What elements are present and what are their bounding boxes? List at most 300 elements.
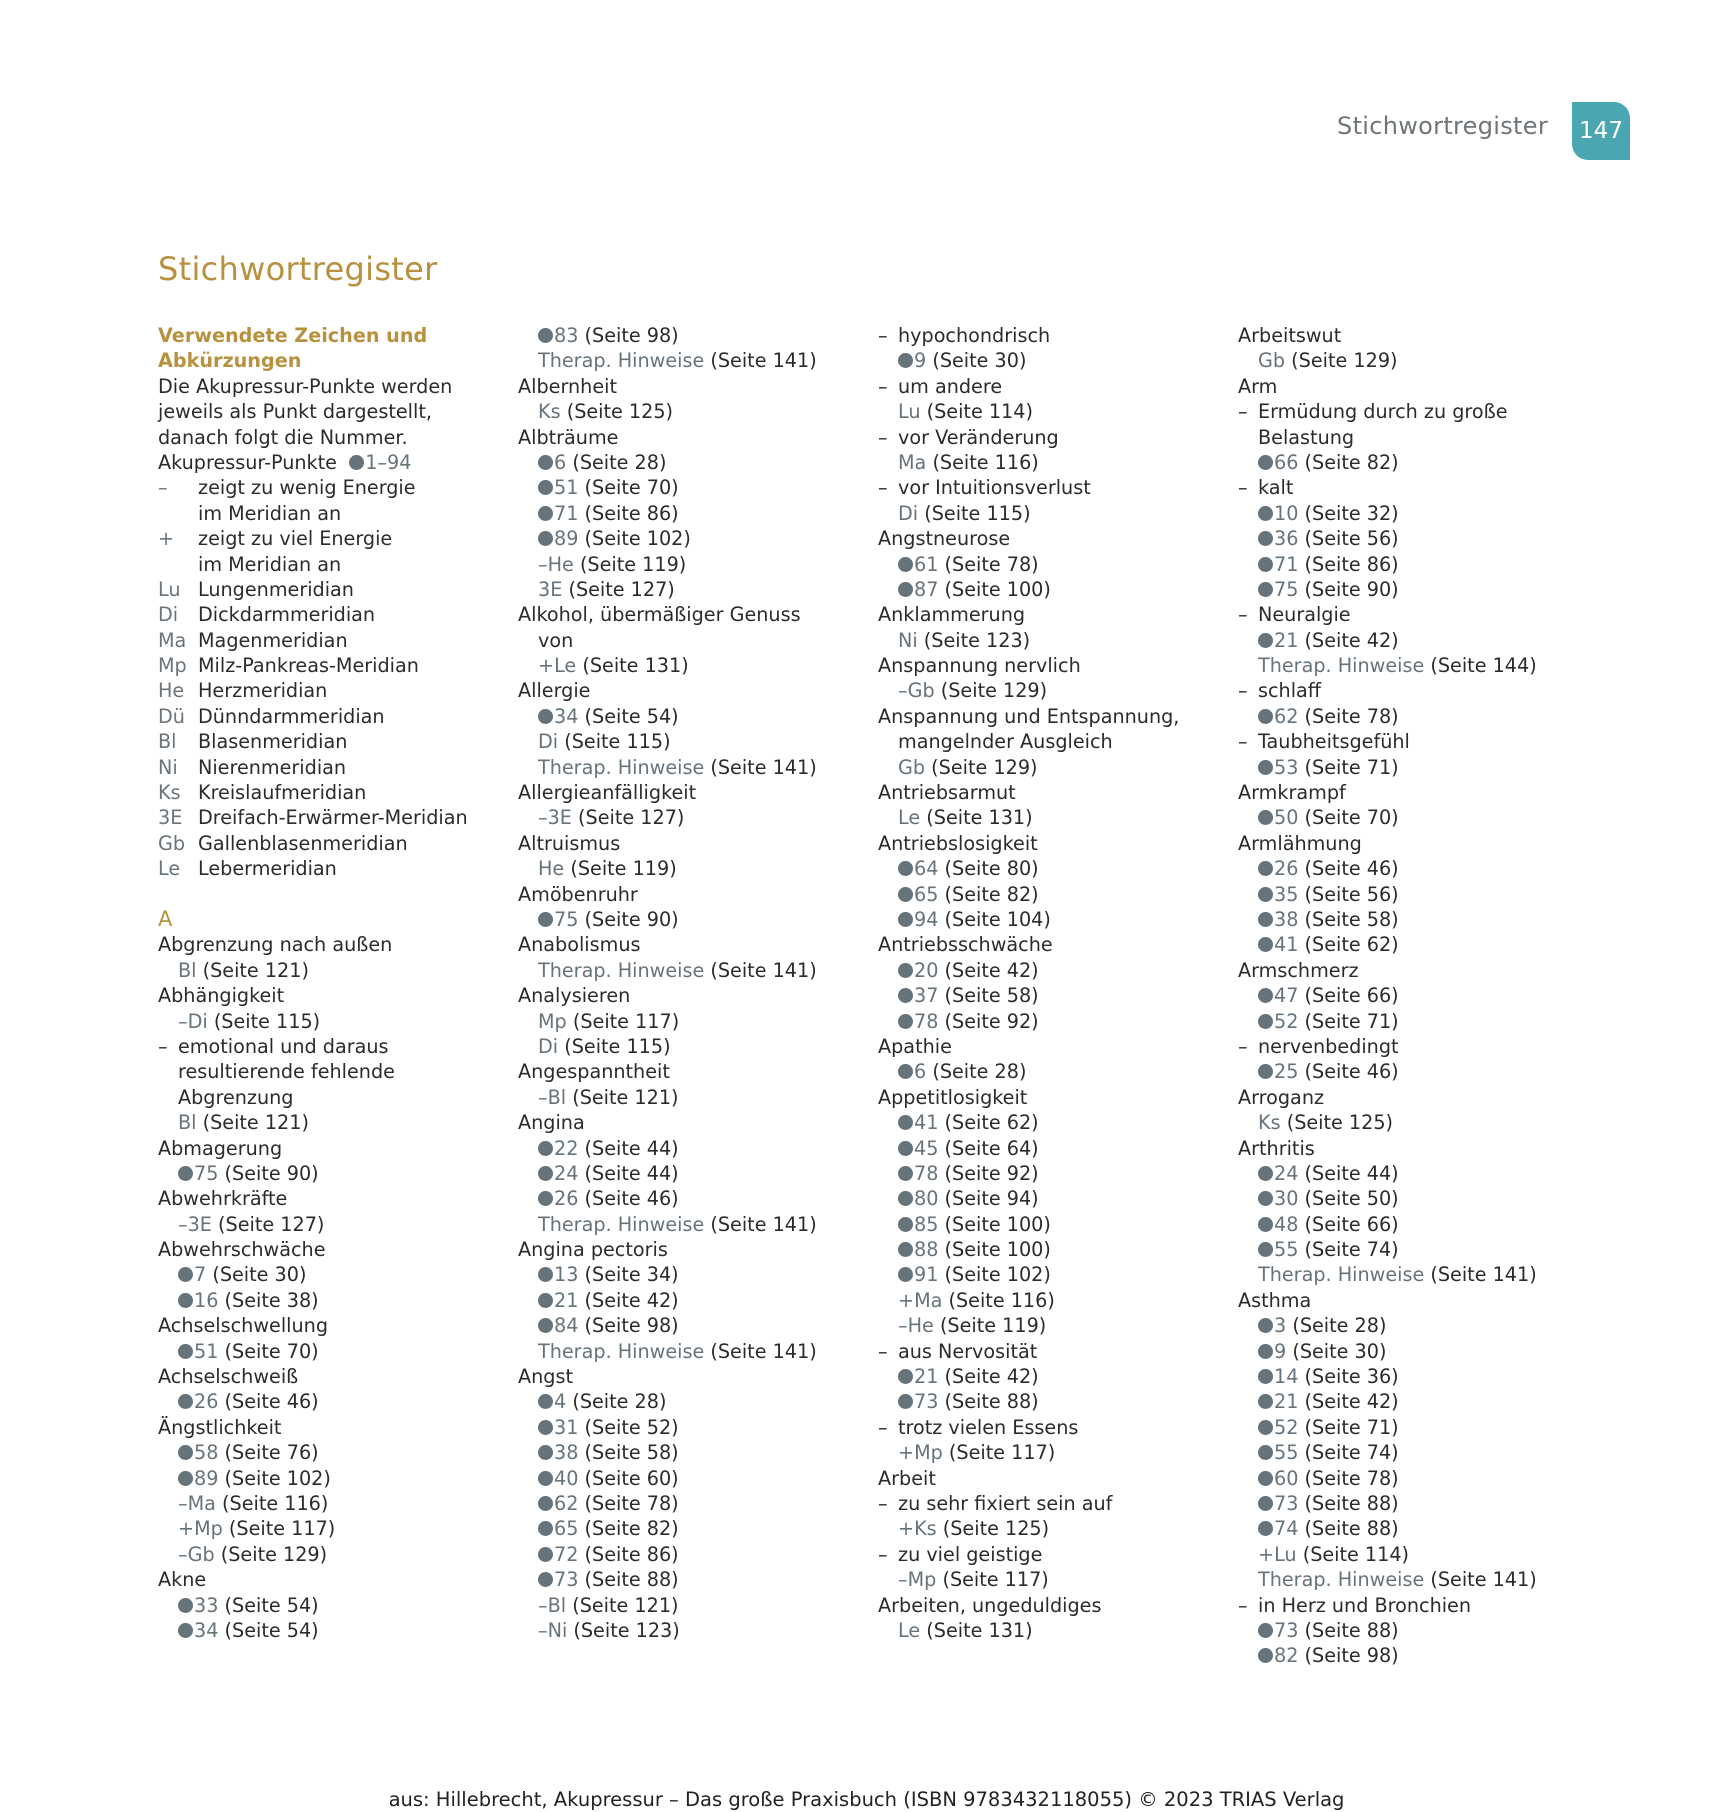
index-point-reference [518, 907, 858, 932]
point-number: 52 [1274, 1415, 1299, 1439]
point-dot-icon [1258, 1318, 1273, 1333]
legend-text: Lebermeridian [198, 857, 337, 881]
page-reference: (Seite 78) [1304, 704, 1399, 728]
subkeyword-text: hypochondrisch [898, 324, 1051, 347]
meridian-abbreviation: –Mp [898, 1568, 937, 1592]
index-point-reference [1238, 1059, 1578, 1084]
page-reference: (Seite 78) [944, 552, 1039, 576]
index-keyword: Achselschweiß [158, 1365, 299, 1389]
point-dot-icon [1258, 1191, 1273, 1206]
point-number: 20 [914, 958, 939, 982]
page-reference: (Seite 28) [572, 1390, 667, 1414]
point-dot-icon [898, 1394, 913, 1409]
index-subkeyword [878, 425, 1218, 450]
points-legend-row [158, 450, 488, 475]
point-dot-icon [898, 582, 913, 597]
page-reference: (Seite 141) [710, 958, 817, 982]
index-meridian-reference [518, 1618, 858, 1643]
index-meridian-reference [1238, 1542, 1578, 1567]
meridian-abbreviation: Therap. Hinweise [538, 755, 705, 779]
page-reference: (Seite 121) [572, 1085, 679, 1109]
point-dot-icon [898, 1064, 913, 1079]
index-keyword: Altruismus [518, 831, 621, 855]
page-reference: (Seite 100) [944, 1238, 1051, 1262]
point-dot-icon [1258, 582, 1273, 597]
index-point-reference [518, 704, 858, 729]
legend-symbol-spacer [158, 552, 198, 577]
index-point-reference [1238, 1364, 1578, 1389]
legend-symbol-spacer [158, 501, 198, 526]
legend-text: Dickdarmmeridian [198, 603, 376, 627]
dash-marker: – [1238, 730, 1248, 754]
index-keyword: Antriebsarmut [878, 781, 1016, 805]
point-number: 9 [1274, 1339, 1287, 1363]
legend-text: im Meridian an [198, 501, 342, 525]
running-header-title: Stichwortregister [1337, 112, 1548, 140]
page-reference: (Seite 71) [1304, 1009, 1399, 1033]
index-point-reference [878, 1389, 1218, 1414]
page-reference: (Seite 121) [572, 1593, 679, 1617]
point-number: 24 [1274, 1161, 1299, 1185]
meridian-abbreviation: –Ma [178, 1491, 216, 1515]
index-point-reference [158, 1440, 488, 1465]
page-reference: (Seite 129) [931, 755, 1038, 779]
point-dot-icon [538, 1166, 553, 1181]
point-dot-icon [178, 1471, 193, 1486]
point-number: 26 [194, 1390, 219, 1414]
page-reference: (Seite 100) [944, 577, 1051, 601]
dash-marker: – [878, 1542, 888, 1566]
point-number: 48 [1274, 1212, 1299, 1236]
point-number: 40 [554, 1466, 579, 1490]
index-point-reference [518, 1466, 858, 1491]
index-point-reference [878, 1009, 1218, 1034]
page-reference: (Seite 127) [218, 1212, 325, 1236]
legend-row [158, 678, 488, 703]
point-dot-icon [1258, 1496, 1273, 1511]
dash-marker: – [878, 1491, 888, 1515]
meridian-abbreviation: +Ks [898, 1517, 937, 1541]
point-dot-icon [1258, 455, 1273, 470]
index-subkeyword [1238, 729, 1578, 754]
legend-symbol: Le [158, 857, 181, 881]
index-point-reference [1238, 501, 1578, 526]
index-keyword: Arbeiten, ungeduldiges [878, 1593, 1102, 1617]
meridian-abbreviation: Ks [538, 400, 561, 424]
page-reference: (Seite 64) [944, 1136, 1039, 1160]
index-keyword: Arbeit [878, 1466, 936, 1490]
point-dot-icon [538, 531, 553, 546]
page-reference: (Seite 98) [584, 1314, 679, 1338]
index-point-reference [878, 882, 1218, 907]
page-reference: (Seite 42) [584, 1288, 679, 1312]
section-letter: A [158, 906, 173, 931]
page-reference: (Seite 46) [1304, 1060, 1399, 1084]
point-dot-icon [538, 1496, 553, 1511]
page-reference: (Seite 88) [1304, 1517, 1399, 1541]
index-keyword: Angst [518, 1365, 573, 1389]
legend-row-continuation [158, 501, 488, 526]
page-reference: (Seite 104) [944, 907, 1051, 931]
point-number: 21 [914, 1365, 939, 1389]
index-meridian-reference [158, 1110, 488, 1135]
point-dot-icon [178, 1445, 193, 1460]
index-point-reference [878, 1059, 1218, 1084]
point-number: 65 [914, 882, 939, 906]
point-number: 6 [914, 1060, 927, 1084]
index-point-reference [1238, 1618, 1578, 1643]
point-dot-icon [178, 1598, 193, 1613]
index-keyword: Akne [158, 1568, 207, 1592]
legend-row [158, 755, 488, 780]
page-reference: (Seite 102) [944, 1263, 1051, 1287]
page-reference: (Seite 88) [944, 1390, 1039, 1414]
page-reference: (Seite 42) [1304, 628, 1399, 652]
page-reference: (Seite 82) [944, 882, 1039, 906]
dash-marker: – [1238, 400, 1248, 424]
index-keyword: Angstneurose [878, 527, 1011, 551]
legend-text: Gallenblasenmeridian [198, 831, 408, 855]
page-reference: (Seite 125) [566, 400, 674, 424]
page-reference: (Seite 46) [1304, 857, 1399, 881]
point-number: 75 [554, 907, 579, 931]
point-number: 51 [194, 1339, 219, 1363]
page-reference: (Seite 44) [584, 1161, 679, 1185]
page-reference: (Seite 131) [582, 654, 689, 678]
page-reference: (Seite 117) [228, 1517, 336, 1541]
source-footer: aus: Hillebrecht, Akupressur – Das große Praxisbuch (ISBN 9783432118055) © 2023 TRIAS Verlag [388, 1788, 1345, 1811]
index-meridian-reference [878, 1618, 1218, 1643]
index-point-reference [1238, 450, 1578, 475]
index-point-reference [1238, 1440, 1578, 1465]
point-dot-icon [898, 1369, 913, 1384]
point-number: 62 [554, 1491, 579, 1515]
point-dot-icon [898, 1191, 913, 1206]
subkeyword-text: Ermüdung durch zu große [1258, 400, 1508, 424]
point-number: 10 [1274, 501, 1299, 525]
page-reference: (Seite 129) [1291, 349, 1398, 373]
index-point-reference [1238, 1212, 1578, 1237]
page-reference: (Seite 30) [212, 1263, 307, 1287]
point-number: 73 [914, 1390, 939, 1414]
point-number: 41 [1274, 933, 1299, 957]
meridian-abbreviation: –Di [178, 1009, 208, 1033]
point-number: 71 [554, 501, 579, 525]
page-reference: (Seite 127) [578, 806, 685, 830]
point-dot-icon [538, 1547, 553, 1562]
point-dot-icon [1258, 531, 1273, 546]
meridian-abbreviation: +Lu [1258, 1542, 1297, 1566]
legend-symbol: Di [158, 603, 179, 627]
index-keyword: Antriebslosigkeit [878, 831, 1038, 855]
point-number: 60 [1274, 1466, 1299, 1490]
index-meridian-reference [878, 450, 1218, 475]
page-reference: (Seite 98) [1304, 1644, 1399, 1668]
point-dot-icon [1258, 1242, 1273, 1257]
index-meridian-reference [878, 1567, 1218, 1592]
legend-symbol: Lu [158, 577, 181, 601]
point-dot-icon [898, 353, 913, 368]
point-number: 45 [914, 1136, 939, 1160]
page-reference: (Seite 82) [1304, 450, 1399, 474]
index-keyword: Armlähmung [1238, 831, 1362, 855]
point-dot-icon [538, 912, 553, 927]
index-subkeyword [878, 1339, 1218, 1364]
meridian-abbreviation: Bl [178, 1111, 197, 1135]
subkeyword-text: um andere [898, 374, 1003, 398]
page-reference: (Seite 54) [224, 1593, 319, 1617]
point-number: 75 [194, 1161, 219, 1185]
index-point-reference [1238, 1389, 1578, 1414]
page-reference: (Seite 141) [710, 1212, 817, 1236]
index-keyword: Allergieanfälligkeit [518, 781, 697, 805]
page-reference: (Seite 92) [944, 1009, 1039, 1033]
point-number: 66 [1274, 450, 1299, 474]
legend-text: Lungenmeridian [198, 577, 354, 601]
legend-row [158, 831, 488, 856]
dash-marker: – [878, 1415, 888, 1439]
index-meridian-reference [1238, 653, 1578, 678]
point-dot-icon [538, 455, 553, 470]
meridian-abbreviation: Therap. Hinweise [538, 1339, 705, 1363]
index-keyword: Anspannung nervlich [878, 654, 1081, 678]
point-number: 82 [1274, 1644, 1299, 1668]
index-subkeyword [1238, 602, 1578, 627]
meridian-abbreviation: –3E [178, 1212, 212, 1236]
index-point-reference [1238, 805, 1578, 830]
index-meridian-reference [1238, 1567, 1578, 1592]
point-dot-icon [538, 1420, 553, 1435]
index-keyword-continuation: mangelnder Ausgleich [898, 730, 1113, 754]
point-dot-icon [178, 1344, 193, 1359]
subkeyword-text: emotional und daraus [178, 1034, 389, 1058]
page-reference: (Seite 62) [944, 1111, 1039, 1135]
point-number: 26 [554, 1187, 579, 1211]
index-point-reference [158, 1389, 488, 1414]
page-reference: (Seite 125) [1286, 1111, 1394, 1135]
index-keyword: Asthma [1238, 1288, 1312, 1312]
index-meridian-reference [518, 1593, 858, 1618]
point-number: 91 [914, 1263, 939, 1287]
point-number: 33 [194, 1593, 219, 1617]
index-meridian-reference [1238, 1262, 1578, 1287]
index-meridian-reference [518, 1034, 858, 1059]
page-reference: (Seite 102) [584, 527, 691, 551]
point-number: 30 [1274, 1187, 1299, 1211]
point-number: 35 [1274, 882, 1299, 906]
point-number: 14 [1274, 1365, 1299, 1389]
page-reference: (Seite 121) [202, 958, 309, 982]
page-reference: (Seite 70) [1304, 806, 1399, 830]
page-reference: (Seite 141) [710, 755, 817, 779]
index-point-reference [1238, 755, 1578, 780]
index-column-4 [1238, 323, 1578, 1669]
point-number: 7 [194, 1263, 207, 1287]
index-point-reference [518, 475, 858, 500]
dash-marker: – [878, 374, 888, 398]
subkeyword-text: zu sehr fixiert sein auf [898, 1491, 1113, 1515]
page-reference: (Seite 30) [1292, 1339, 1387, 1363]
point-dot-icon [1258, 557, 1273, 572]
page-reference: (Seite 32) [1304, 501, 1399, 525]
point-number: 3 [1274, 1314, 1287, 1338]
index-point-reference [1238, 628, 1578, 653]
subkeyword-text: trotz vielen Essens [898, 1415, 1079, 1439]
index-meridian-reference [878, 1313, 1218, 1338]
point-dot-icon [898, 1115, 913, 1130]
page-reference: (Seite 52) [584, 1415, 679, 1439]
legend-text: Dünndarmmeridian [198, 704, 385, 728]
index-point-reference [518, 1313, 858, 1338]
index-point-reference [1238, 907, 1578, 932]
point-number: 74 [1274, 1517, 1299, 1541]
page-reference: (Seite 129) [220, 1542, 328, 1566]
legend-row [158, 704, 488, 729]
index-point-reference [158, 1466, 488, 1491]
index-subkeyword [1238, 678, 1578, 703]
page-reference: (Seite 56) [1304, 527, 1399, 551]
index-keyword-continuation: Abgrenzung [178, 1085, 294, 1109]
meridian-abbreviation: Therap. Hinweise [1258, 1263, 1425, 1287]
page-reference: (Seite 66) [1304, 984, 1399, 1008]
index-point-reference [878, 1237, 1218, 1262]
index-meridian-reference [878, 1288, 1218, 1313]
legend-text: zeigt zu viel Energie [198, 527, 393, 551]
page-reference: (Seite 119) [579, 552, 687, 576]
point-dot-icon [898, 861, 913, 876]
index-point-reference [518, 1567, 858, 1592]
index-meridian-reference [518, 729, 858, 754]
index-meridian-reference [518, 1085, 858, 1110]
dash-marker: – [878, 1339, 888, 1363]
page-reference: (Seite 44) [1304, 1161, 1399, 1185]
point-number: 34 [554, 704, 579, 728]
page-reference: (Seite 80) [944, 857, 1039, 881]
index-point-reference [878, 958, 1218, 983]
index-meridian-reference [518, 1339, 858, 1364]
meridian-abbreviation: Le [898, 806, 921, 830]
point-dot-icon [178, 1166, 193, 1181]
index-point-reference [1238, 704, 1578, 729]
index-meridian-reference [878, 1440, 1218, 1465]
page-reference: (Seite 62) [1304, 933, 1399, 957]
point-dot-icon [349, 455, 364, 470]
page-reference: (Seite 46) [224, 1390, 319, 1414]
page-reference: (Seite 141) [710, 1339, 817, 1363]
page-reference: (Seite 131) [926, 806, 1033, 830]
index-keyword: Angespanntheit [518, 1060, 670, 1084]
page-reference: (Seite 44) [584, 1136, 679, 1160]
page-reference: (Seite 116) [932, 450, 1039, 474]
index-point-reference [878, 856, 1218, 881]
legend-text: Dreifach-Erwärmer-Meridian [198, 806, 468, 830]
page-reference: (Seite 88) [1304, 1491, 1399, 1515]
point-dot-icon [178, 1623, 193, 1638]
point-number: 22 [554, 1136, 579, 1160]
index-subkeyword [878, 1542, 1218, 1567]
page-reference: (Seite 42) [944, 958, 1039, 982]
points-label: Akupressur-Punkte [158, 450, 337, 474]
index-keyword: Amöbenruhr [518, 882, 638, 906]
point-dot-icon [538, 480, 553, 495]
point-dot-icon [898, 887, 913, 902]
dash-marker: – [878, 324, 888, 347]
point-dot-icon [1258, 1217, 1273, 1232]
point-number: 61 [914, 552, 939, 576]
legend-text: im Meridian an [198, 552, 342, 576]
legend-symbol: Mp [158, 654, 187, 678]
point-number: 38 [1274, 907, 1299, 931]
point-number: 51 [554, 476, 579, 500]
point-dot-icon [538, 1521, 553, 1536]
index-point-reference [1238, 1237, 1578, 1262]
index-keyword: Apathie [878, 1034, 952, 1058]
meridian-abbreviation: Therap. Hinweise [538, 958, 705, 982]
meridian-abbreviation: Di [898, 501, 919, 525]
point-number: 89 [554, 527, 579, 551]
meridian-abbreviation: +Mp [178, 1517, 223, 1541]
index-keyword-continuation: Belastung [1258, 425, 1355, 449]
page-reference: (Seite 50) [1304, 1187, 1399, 1211]
index-keyword: Abmagerung [158, 1136, 283, 1160]
page-reference: (Seite 117) [572, 1009, 680, 1033]
index-meridian-reference [518, 653, 858, 678]
point-number: 73 [1274, 1618, 1299, 1642]
index-meridian-reference [158, 1212, 488, 1237]
index-meridian-reference [1238, 1110, 1578, 1135]
legend-row [158, 475, 488, 500]
index-keyword: Antriebsschwäche [878, 933, 1053, 957]
index-point-reference [1238, 1466, 1578, 1491]
index-keyword: Abgrenzung nach außen [158, 933, 393, 957]
point-dot-icon [898, 1242, 913, 1257]
point-number: 78 [914, 1009, 939, 1033]
subkeyword-text: schlaff [1258, 679, 1322, 703]
meridian-abbreviation: He [538, 857, 565, 881]
page-reference: (Seite 90) [224, 1161, 319, 1185]
index-keyword: Anspannung und Entspannung, [878, 704, 1180, 728]
legend-symbol: Dü [158, 704, 185, 728]
index-meridian-reference [158, 1009, 488, 1034]
meridian-abbreviation: Therap. Hinweise [1258, 654, 1425, 678]
point-number: 55 [1274, 1441, 1299, 1465]
intro-text-line: danach folgt die Nummer. [158, 425, 408, 449]
subkeyword-text: Neuralgie [1258, 603, 1351, 627]
page-reference: (Seite 71) [1304, 755, 1399, 779]
page-reference: (Seite 86) [584, 501, 679, 525]
point-dot-icon [1258, 1445, 1273, 1460]
point-dot-icon [538, 1267, 553, 1282]
index-point-reference [1238, 1186, 1578, 1211]
index-meridian-reference [878, 805, 1218, 830]
index-point-reference [518, 1516, 858, 1541]
index-column-1 [158, 323, 488, 1643]
page-reference: (Seite 42) [944, 1365, 1039, 1389]
index-point-reference [1238, 1643, 1578, 1668]
legend-heading-line-2: Abkürzungen [158, 349, 302, 373]
index-point-reference [518, 1389, 858, 1414]
point-number: 87 [914, 577, 939, 601]
point-dot-icon [538, 709, 553, 724]
point-dot-icon [1258, 912, 1273, 927]
meridian-abbreviation: Therap. Hinweise [1258, 1568, 1425, 1592]
index-subkeyword [1238, 399, 1578, 424]
point-dot-icon [1258, 760, 1273, 775]
subkeyword-text: Taubheitsgefühl [1258, 730, 1410, 754]
index-point-reference [1238, 882, 1578, 907]
page-reference: (Seite 119) [570, 857, 677, 881]
page-title: Stichwortregister [158, 250, 438, 288]
